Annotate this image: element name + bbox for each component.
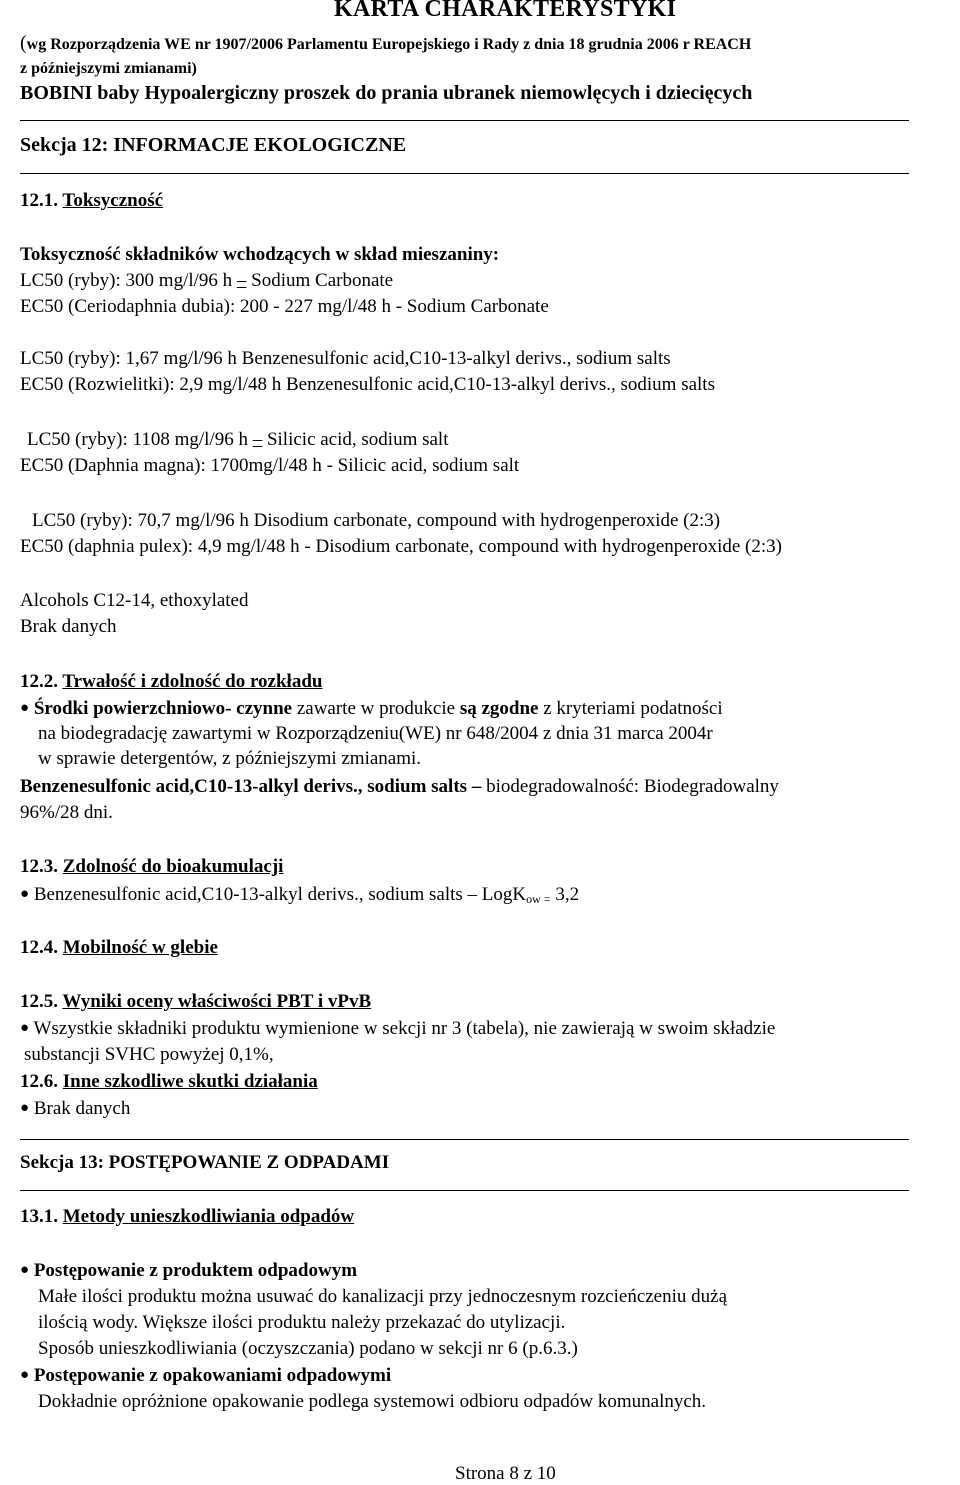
subsection-number: 12.2. xyxy=(20,671,58,692)
toxicity-text: Silicic acid, sodium salt xyxy=(262,429,449,450)
subsection-title: Metody unieszkodliwiania odpadów xyxy=(62,1206,355,1227)
paragraph-line: Sposób unieszkodliwiania (oczyszczania) podano w sekcji nr 6 (p.6.3.) xyxy=(38,1338,578,1359)
paragraph-line: ilością wody. Większe ilości produktu należy przekazać do utylizacji. xyxy=(38,1312,566,1333)
paragraph-text: Brak danych xyxy=(29,1098,131,1119)
toxicity-line xyxy=(20,270,393,292)
subsection-title: Toksyczność xyxy=(62,190,164,211)
toxicity-line: Alcohols C12-14, ethoxylated xyxy=(20,590,249,611)
bold-text: Benzenesulfonic acid,C10-13-alkyl derivs., sodium salts – xyxy=(20,776,482,797)
regulation-paren: ( xyxy=(20,32,27,54)
paragraph-line xyxy=(20,883,579,906)
subsection-title: Zdolność do bioakumulacji xyxy=(62,856,284,877)
bold-text: Postępowanie z produktem odpadowym xyxy=(29,1260,358,1281)
section-12-heading: Sekcja 12: INFORMACJE EKOLOGICZNE xyxy=(20,134,407,156)
subsection-number: 12.4. xyxy=(20,937,58,958)
toxicity-text: LC50 (ryby): 1108 mg/l/96 h xyxy=(27,429,253,450)
divider xyxy=(20,1139,909,1140)
regulation-line2: z późniejszymi zmianami) xyxy=(20,60,197,77)
paragraph-text: biodegradowalność: Biodegradowalny xyxy=(481,776,779,797)
paragraph-text: Benzenesulfonic acid,C10-13-alkyl derivs., sodium salts – LogK xyxy=(29,884,527,905)
subscript: ow = xyxy=(526,892,551,906)
subsection-number: 12.3. xyxy=(20,856,58,877)
toxicity-line xyxy=(27,429,448,451)
document-title: KARTA CHARAKTERYSTYKI xyxy=(334,0,677,22)
toxicity-line: LC50 (ryby): 70,7 mg/l/96 h Disodium carbonate, compound with hydrogenperoxide (2:3) xyxy=(32,510,721,531)
paragraph-line xyxy=(20,776,779,798)
paragraph-line xyxy=(20,1097,130,1120)
subsection-12-6 xyxy=(20,1071,318,1093)
paragraph-line: 96%/28 dni. xyxy=(20,802,113,823)
subsection-number: 12.6. xyxy=(20,1071,58,1092)
toxicity-line: EC50 (daphnia pulex): 4,9 mg/l/48 h - Disodium carbonate, compound with hydrogenperoxide (2:3) xyxy=(20,536,782,557)
bold-text: Środki powierzchniowo- czynne xyxy=(33,698,293,719)
paragraph-line: na biodegradację zawartymi w Rozporządzeniu(WE) nr 648/2004 z dnia 31 marca 2004r xyxy=(38,723,713,744)
bullet: ● xyxy=(20,1262,30,1278)
paragraph-text: 3,2 xyxy=(550,884,580,905)
toxicity-intro: Toksyczność składników wchodzących w skład mieszaniny: xyxy=(20,244,500,265)
subsection-12-1 xyxy=(20,190,163,212)
toxicity-line: EC50 (Rozwielitki): 2,9 mg/l/48 h Benzenesulfonic acid,C10-13-alkyl derivs., sodium salts xyxy=(20,374,715,395)
bold-text: są zgodne xyxy=(459,698,539,719)
paragraph-text: z kryteriami podatności xyxy=(538,698,723,719)
regulation-line1: wg Rozporządzenia WE nr 1907/2006 Parlamentu Europejskiego i Rady z dnia 18 grudnia 2006 r REACH xyxy=(26,36,752,53)
divider xyxy=(20,120,909,121)
page-number: Strona 8 z 10 xyxy=(455,1463,556,1484)
subsection-12-4 xyxy=(20,937,218,959)
paragraph-text: Wszystkie składniki produktu wymienione w sekcji nr 3 (tabela), nie zawierają w swoim składzie xyxy=(29,1018,776,1039)
bullet: ● xyxy=(20,1100,30,1116)
toxicity-text: Sodium Carbonate xyxy=(246,270,394,291)
toxicity-line: EC50 (Daphnia magna): 1700mg/l/48 h - Silicic acid, sodium salt xyxy=(20,455,520,476)
subsection-title: Wyniki oceny właściwości PBT i vPvB xyxy=(62,991,372,1012)
subsection-title: Inne szkodliwe skutki działania xyxy=(62,1071,318,1092)
section-13-heading: Sekcja 13: POSTĘPOWANIE Z ODPADAMI xyxy=(20,1152,390,1173)
subsection-title: Trwałość i zdolność do rozkładu xyxy=(62,671,323,692)
toxicity-dash: – xyxy=(252,429,263,450)
subsection-title: Mobilność w glebie xyxy=(62,937,218,958)
toxicity-line: EC50 (Ceriodaphnia dubia): 200 - 227 mg/l/48 h - Sodium Carbonate xyxy=(20,296,549,317)
paragraph-line xyxy=(20,1017,775,1040)
product-waste-heading xyxy=(20,1259,357,1282)
divider xyxy=(20,1190,909,1191)
subsection-12-2 xyxy=(20,671,322,693)
divider xyxy=(20,173,909,174)
toxicity-dash: – xyxy=(236,270,247,291)
subsection-number: 12.1. xyxy=(20,190,58,211)
subsection-number: 13.1. xyxy=(20,1206,58,1227)
product-name: BOBINI baby Hypoalergiczny proszek do prania ubranek niemowlęcych i dziecięcych xyxy=(20,82,753,104)
toxicity-text: LC50 (ryby): 300 mg/l/96 h xyxy=(20,270,237,291)
paragraph-line: Dokładnie opróżnione opakowanie podlega systemowi odbioru odpadów komunalnych. xyxy=(38,1391,707,1412)
bullet: ● xyxy=(20,886,30,902)
toxicity-line: LC50 (ryby): 1,67 mg/l/96 h Benzenesulfonic acid,C10-13-alkyl derivs., sodium salts xyxy=(20,348,671,369)
bold-text: Postępowanie z opakowaniami odpadowymi xyxy=(29,1365,392,1386)
bullet: ● xyxy=(20,700,30,716)
paragraph-line xyxy=(20,697,723,720)
subsection-12-5 xyxy=(20,991,371,1013)
bullet: ● xyxy=(20,1367,30,1383)
bullet: ● xyxy=(20,1020,30,1036)
paragraph-line: Małe ilości produktu można usuwać do kanalizacji przy jednoczesnym rozcieńczeniu dużą xyxy=(38,1286,728,1307)
subsection-12-3 xyxy=(20,856,283,878)
paragraph-line: w sprawie detergentów, z późniejszymi zmianami. xyxy=(38,748,422,769)
toxicity-line: Brak danych xyxy=(20,616,117,637)
subsection-13-1 xyxy=(20,1206,354,1228)
packaging-waste-heading xyxy=(20,1364,391,1387)
regulation-reference xyxy=(20,32,751,56)
paragraph-text: zawarte w produkcie xyxy=(292,698,460,719)
subsection-number: 12.5. xyxy=(20,991,58,1012)
paragraph-line: substancji SVHC powyżej 0,1%, xyxy=(24,1044,274,1065)
